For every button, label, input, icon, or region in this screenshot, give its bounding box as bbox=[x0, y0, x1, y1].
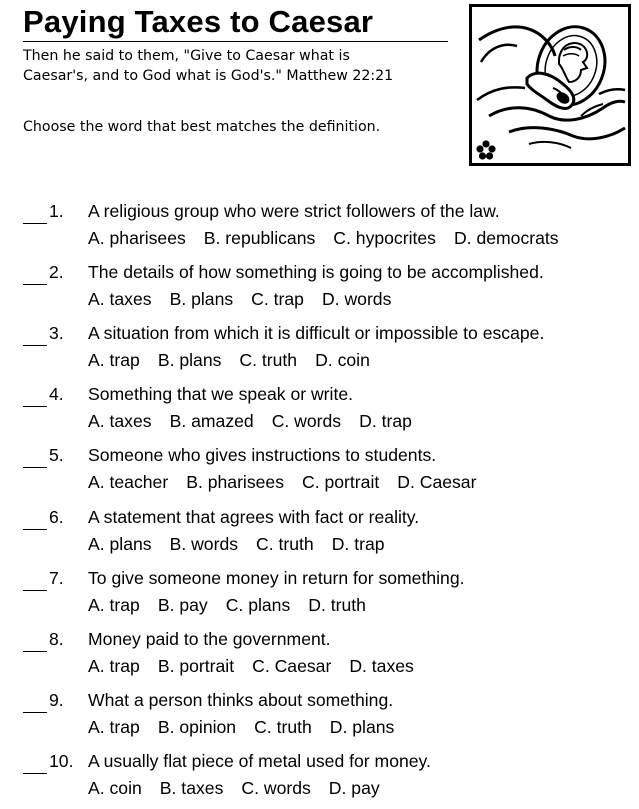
question-number: 10. bbox=[49, 751, 74, 771]
question-number: 1. bbox=[49, 201, 64, 221]
question-definition: To give someone money in return for something. bbox=[88, 568, 465, 588]
question-item bbox=[23, 321, 623, 381]
answer-option: C. truth bbox=[239, 350, 298, 370]
answer-blank[interactable] bbox=[23, 755, 47, 774]
question-item bbox=[23, 260, 623, 320]
question-item bbox=[23, 566, 623, 626]
answer-option: B. words bbox=[169, 534, 239, 554]
answer-options bbox=[88, 409, 430, 433]
question-item bbox=[23, 505, 623, 565]
answer-options bbox=[88, 226, 577, 250]
answer-option: A. trap bbox=[88, 350, 140, 370]
answer-option: B. plans bbox=[157, 350, 222, 370]
answer-option: D. taxes bbox=[349, 656, 414, 676]
answer-option: D. democrats bbox=[453, 228, 559, 248]
answer-options bbox=[88, 776, 398, 800]
question-number: 2. bbox=[49, 262, 64, 282]
answer-option: B. pharisees bbox=[186, 472, 284, 492]
instruction-text: Choose the word that best matches the definition. bbox=[23, 119, 381, 135]
answer-option: D. pay bbox=[328, 778, 380, 798]
answer-option: C. hypocrites bbox=[333, 228, 436, 248]
answer-option: A. taxes bbox=[88, 289, 152, 309]
answer-option: A. trap bbox=[88, 656, 140, 676]
question-definition: Someone who gives instructions to students. bbox=[88, 445, 437, 465]
answer-blank[interactable] bbox=[23, 388, 47, 407]
answer-blank[interactable] bbox=[23, 266, 47, 285]
answer-option: D. trap bbox=[331, 534, 385, 554]
question-number: 4. bbox=[49, 384, 64, 404]
question-number: 7. bbox=[49, 568, 64, 588]
answer-option: C. words bbox=[241, 778, 311, 798]
answer-option: B. amazed bbox=[169, 411, 254, 431]
answer-blank[interactable] bbox=[23, 205, 47, 224]
question-item bbox=[23, 382, 623, 442]
bible-verse bbox=[23, 46, 453, 86]
question-definition: Something that we speak or write. bbox=[88, 384, 354, 404]
answer-option: A. coin bbox=[88, 778, 142, 798]
question-definition: The details of how something is going to be accomplished. bbox=[88, 262, 544, 282]
answer-options bbox=[88, 715, 412, 739]
answer-option: D. plans bbox=[329, 717, 395, 737]
answer-option: A. plans bbox=[88, 534, 152, 554]
question-definition: A religious group who were strict followers of the law. bbox=[88, 201, 500, 221]
answer-blank[interactable] bbox=[23, 633, 47, 652]
answer-option: C. Caesar bbox=[252, 656, 332, 676]
question-item bbox=[23, 688, 623, 748]
question-definition: A statement that agrees with fact or reality. bbox=[88, 507, 420, 527]
answer-option: B. taxes bbox=[159, 778, 224, 798]
question-number: 5. bbox=[49, 445, 64, 465]
question-item bbox=[23, 199, 623, 259]
answer-option: C. trap bbox=[251, 289, 304, 309]
answer-option: D. coin bbox=[315, 350, 370, 370]
answer-options bbox=[88, 348, 388, 372]
answer-options bbox=[88, 470, 494, 494]
page-title: Paying Taxes to Caesar bbox=[23, 4, 374, 39]
answer-blank[interactable] bbox=[23, 694, 47, 713]
answer-option: C. truth bbox=[256, 534, 314, 554]
answer-option: A. pharisees bbox=[88, 228, 186, 248]
answer-options bbox=[88, 654, 432, 678]
answer-option: C. words bbox=[271, 411, 342, 431]
question-definition: Money paid to the government. bbox=[88, 629, 331, 649]
answer-option: A. teacher bbox=[88, 472, 169, 492]
question-item bbox=[23, 443, 623, 503]
question-item bbox=[23, 627, 623, 687]
answer-option: B. portrait bbox=[157, 656, 235, 676]
question-definition: What a person thinks about something. bbox=[88, 690, 394, 710]
answer-blank[interactable] bbox=[23, 327, 47, 346]
answer-option: A. trap bbox=[88, 595, 140, 615]
question-definition: A usually flat piece of metal used for money. bbox=[88, 751, 431, 771]
answer-option: D. Caesar bbox=[397, 472, 477, 492]
answer-option: B. plans bbox=[169, 289, 234, 309]
answer-option: A. taxes bbox=[88, 411, 152, 431]
answer-option: D. trap bbox=[359, 411, 412, 431]
answer-option: C. portrait bbox=[302, 472, 380, 492]
question-definition: A situation from which it is difficult or impossible to escape. bbox=[88, 323, 545, 343]
answer-option: B. pay bbox=[157, 595, 208, 615]
verse-line-1: Then he said to them, "Give to Caesar what is bbox=[23, 48, 350, 64]
title-underline bbox=[23, 41, 448, 42]
question-number: 3. bbox=[49, 323, 64, 343]
answer-blank[interactable] bbox=[23, 449, 47, 468]
question-number: 6. bbox=[49, 507, 64, 527]
answer-option: D. truth bbox=[308, 595, 366, 615]
answer-option: C. plans bbox=[225, 595, 291, 615]
question-number: 9. bbox=[49, 690, 64, 710]
answer-option: C. truth bbox=[254, 717, 312, 737]
answer-options bbox=[88, 532, 403, 556]
hand-holding-coin-icon bbox=[469, 4, 631, 166]
question-number: 8. bbox=[49, 629, 64, 649]
answer-option: A. trap bbox=[88, 717, 140, 737]
answer-options bbox=[88, 593, 384, 617]
answer-option: B. republicans bbox=[203, 228, 316, 248]
verse-line-2: Caesar's, and to God what is God's." Matthew 22:21 bbox=[23, 68, 394, 84]
answer-option: D. words bbox=[321, 289, 392, 309]
question-item bbox=[23, 749, 623, 809]
answer-option: B. opinion bbox=[157, 717, 237, 737]
answer-options bbox=[88, 287, 409, 311]
answer-blank[interactable] bbox=[23, 511, 47, 530]
answer-blank[interactable] bbox=[23, 572, 47, 591]
